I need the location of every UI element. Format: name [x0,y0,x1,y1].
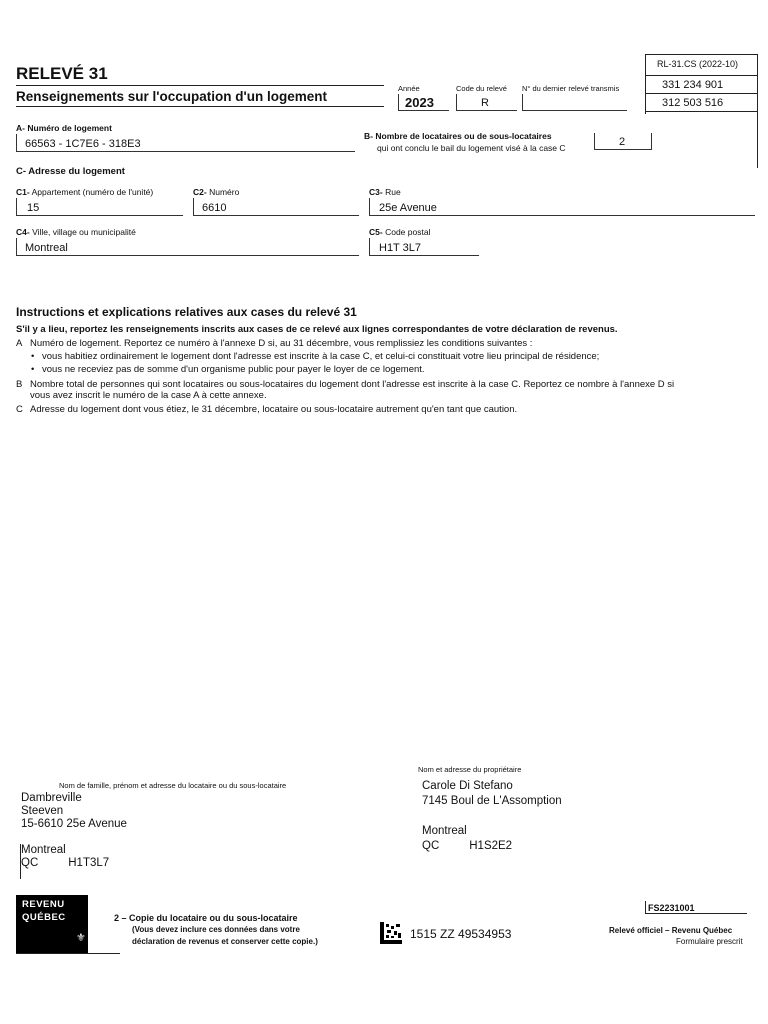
tenant-address: Dambreville Steeven 15-6610 25e Avenue Montreal QC H1T3L7 [21,792,127,869]
official-line-1: Relevé officiel – Revenu Québec [609,926,733,935]
annee-value: 2023 [405,95,434,110]
case-a-value: 66563 - 1C7E6 - 318E3 [25,138,141,150]
barcode-icon [380,922,402,944]
case-c2-label: C2- Numéro [193,187,240,197]
instructions-intro: S'il y a lieu, reportez les renseignements inscrits aux cases de ce relevé aux lignes correspondantes de votre déclaration de revenus. [16,324,618,335]
fs-code: FS2231001 [648,903,695,913]
instr-a-text: Numéro de logement. Reportez ce numéro à l'annexe D si, au 31 décembre, vous remplissiez les conditions suivantes : [30,338,533,349]
instr-c-text: Adresse du logement dont vous étiez, le 31 décembre, locataire ou sous-locataire autrement qu'en tant que caution. [30,404,518,415]
case-c4-value: Montreal [25,242,68,254]
case-c4-label: C4- Ville, village ou municipalité [16,227,136,237]
transmitter-number-2: 312 503 516 [662,97,724,109]
instr-a-letter: A [16,338,23,349]
code-releve-value: R [481,97,489,109]
instr-c-letter: C [16,404,23,415]
annee-label: Année [398,84,420,93]
case-b-value: 2 [619,136,626,148]
case-c5-label: C5- Code postal [369,227,431,237]
case-c2-value: 6610 [202,202,227,214]
instr-b-text-2: vous avez inscrit le numéro de la case A à cette annexe. [30,390,267,401]
instr-b-text-1: Nombre total de personnes qui sont locataires ou sous-locataires du logement dont l'adresse est inscrite à la case C. Reportez ce nombre à l'annexe D si [30,379,675,390]
instructions-title: Instructions et explications relatives aux cases du relevé 31 [16,305,357,319]
dernier-releve-label: N° du dernier relevé transmis [522,84,620,93]
case-c3-label: C3- Rue [369,187,401,197]
code-releve-label: Code du relevé [456,84,507,93]
owner-address: Carole Di Stefano 7145 Boul de L'Assomption Montreal QC H1S2E2 [422,780,562,852]
copy-title: 2 – Copie du locataire ou du sous-locataire [114,913,298,923]
bullet-icon: • [31,364,35,375]
case-a-label: A- Numéro de logement [16,123,112,133]
case-c5-value: H1T 3L7 [379,242,421,254]
barcode-number: 1515 ZZ 49534953 [410,927,512,941]
case-c1-label: C1- Appartement (numéro de l'unité) [16,187,154,197]
official-line-2: Formulaire prescrit [676,937,743,946]
form-code: RL-31.CS (2022-10) [657,59,739,69]
case-c3-value: 25e Avenue [379,202,437,214]
instr-a-bullet2: vous ne receviez pas de somme d'un organisme public pour payer le loyer de ce logement. [42,364,425,375]
case-c1-value: 15 [27,202,40,214]
revenu-quebec-logo: REVENU QUÉBEC ⚜ [16,895,88,953]
fleur-de-lis-icon: ⚜ [76,932,86,944]
copy-note-2: déclaration de revenus et conserver cette copie.) [132,937,318,946]
instr-b-letter: B [16,379,23,390]
form-title: RELEVÉ 31 [16,64,108,83]
owner-label: Nom et adresse du propriétaire [418,765,522,774]
copy-note-1: (Vous devez inclure ces données dans votre [132,925,300,934]
instr-a-bullet1: vous habitiez ordinairement le logement dont l'adresse est inscrite à la case C, et celui-ci constituait votre lieu principal de résidence; [42,351,600,362]
case-c-label: C- Adresse du logement [16,166,125,177]
case-b-sublabel: qui ont conclu le bail du logement visé à la case C [377,143,566,153]
bullet-icon: • [31,351,35,362]
tenant-label: Nom de famille, prénom et adresse du locataire ou du sous-locataire [59,781,287,790]
transmitter-number-1: 331 234 901 [662,79,724,91]
case-b-label: B- Nombre de locataires ou de sous-locataires [364,131,552,141]
form-subtitle: Renseignements sur l'occupation d'un logement [16,89,327,104]
